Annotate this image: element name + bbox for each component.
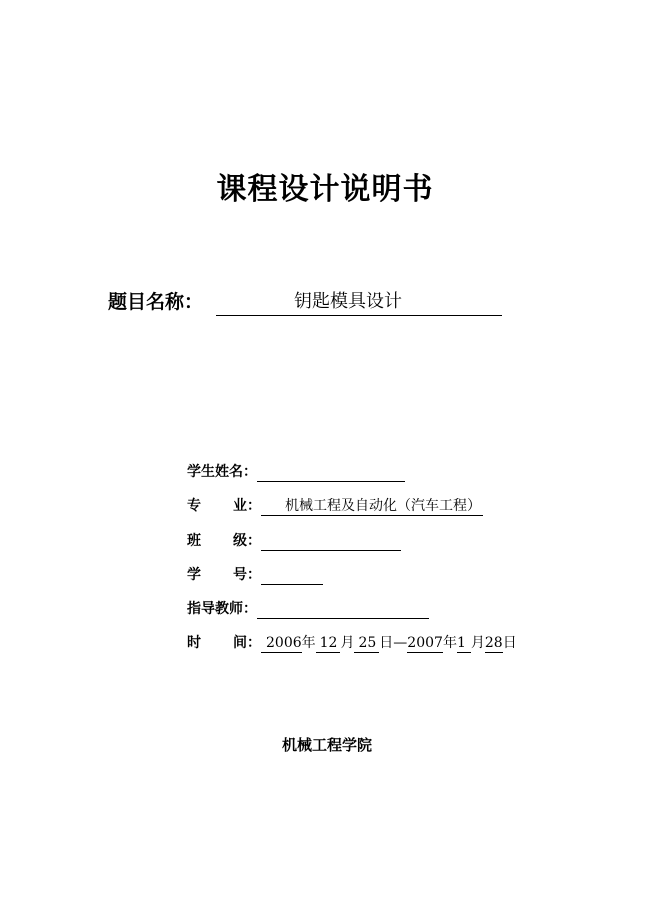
class-label <box>187 531 261 551</box>
major-label <box>187 496 261 516</box>
document-title: 课程设计说明书 <box>216 172 434 207</box>
student-id-label-char-1: 学 <box>187 567 201 583</box>
end-day-char: 日 <box>502 635 517 651</box>
class-label-char-2: 级： <box>233 533 261 549</box>
start-year: 2006 <box>261 634 302 653</box>
time-label-char-2: 间： <box>233 635 261 651</box>
time-label-char-1: 时 <box>187 635 201 651</box>
major-value: 机械工程及自动化（汽车工程） <box>261 497 483 516</box>
end-year: 2007 <box>407 635 443 651</box>
major-label-char-1: 专 <box>187 498 201 514</box>
topic-row <box>108 286 502 316</box>
advisor-label: 指导教师： <box>187 601 257 617</box>
start-month: 12 <box>316 634 341 653</box>
student-name-blank <box>257 463 405 482</box>
major-row <box>187 494 483 516</box>
student-id-label <box>187 565 261 585</box>
student-id-label-char-2: 号： <box>233 567 261 583</box>
end-month: 1 <box>457 634 471 653</box>
start-year-char: 年 <box>301 635 316 651</box>
student-id-row <box>187 563 323 585</box>
start-day: 25 <box>354 634 379 653</box>
student-name-row <box>187 460 405 482</box>
advisor-blank <box>257 600 429 619</box>
start-day-char: 日 <box>379 635 394 651</box>
student-id-blank <box>261 566 323 585</box>
class-label-char-1: 班 <box>187 533 201 549</box>
time-label <box>187 633 261 653</box>
start-month-char: 月 <box>340 635 355 651</box>
end-month-char: 月 <box>470 635 485 651</box>
class-row <box>187 529 401 551</box>
advisor-row <box>187 597 429 619</box>
time-row <box>187 631 517 653</box>
end-day: 28 <box>484 635 503 651</box>
major-label-char-2: 业： <box>233 498 261 514</box>
date-dash: — <box>393 635 408 651</box>
time-value <box>261 633 517 653</box>
topic-value: 钥匙模具设计 <box>216 289 502 316</box>
student-name-label: 学生姓名： <box>187 464 257 480</box>
class-blank <box>261 532 401 551</box>
school-name: 机械工程学院 <box>282 736 373 754</box>
end-year-char: 年 <box>442 635 457 651</box>
topic-label: 题目名称： <box>108 291 204 313</box>
